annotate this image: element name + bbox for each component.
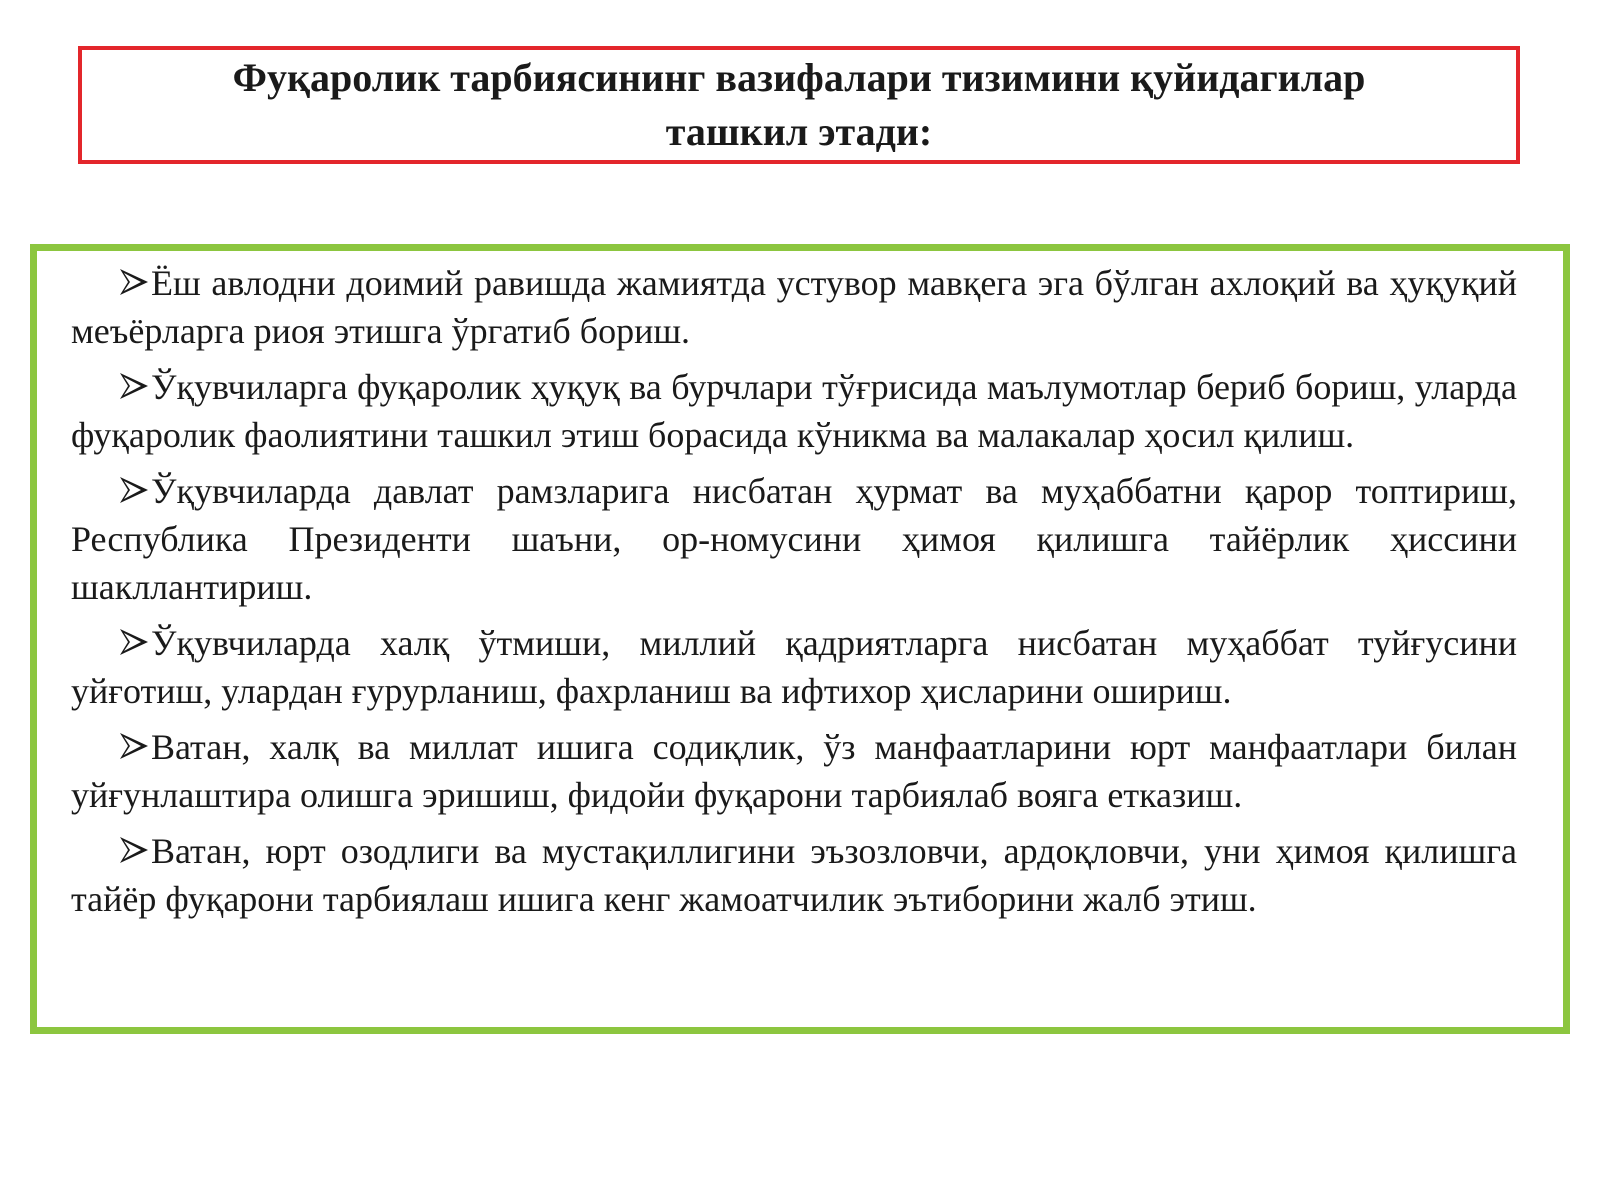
list-item (71, 827, 1517, 923)
content-frame (30, 244, 1570, 1034)
list-item-text: Ўқувчиларга фуқаролик ҳуқуқ ва бурчлари тўғрисида маълумотлар бериб бориш, уларда фуқаролик фаолиятини ташкил этиш борасида кўникма ва малакалар ҳосил қилиш. (71, 367, 1517, 455)
arrow-bullet-icon (119, 835, 149, 865)
list-item (71, 259, 1517, 355)
list-item-text: Ватан, халқ ва миллат ишига содиқлик, ўз манфаатларини юрт манфаатлари билан уйғунлаштира олишга эришиш, фидойи фуқарони тарбиялаб вояга етказиш. (71, 727, 1517, 815)
list-item (71, 363, 1517, 459)
list-item-text: Ёш авлодни доимий равишда жамиятда устувор мавқега эга бўлган ахлоқий ва ҳуқуқий меъёрларга риоя этишга ўргатиб бориш. (71, 263, 1517, 351)
list-item-text: Ўқувчиларда халқ ўтмиши, миллий қадриятларга нисбатан муҳаббат туйғусини уйғотиш, улардан ғурурланиш, фахрланиш ва ифтихор ҳисларини ошириш. (71, 623, 1517, 711)
title-frame (78, 46, 1520, 164)
list-item-text: Ватан, юрт озодлиги ва мустақиллигини эъзозловчи, ардоқловчи, уни ҳимоя қилишга тайёр фуқарони тарбиялаш ишига кенг жамоатчилик эътиборини жалб этиш. (71, 831, 1517, 919)
page-title: Фуқаролик тарбиясининг вазифалари тизимини қуйидагилар ташкил этади: (232, 55, 1366, 154)
list-item (71, 467, 1517, 611)
arrow-bullet-icon (119, 267, 149, 297)
list-item (71, 619, 1517, 715)
arrow-bullet-icon (119, 627, 149, 657)
arrow-bullet-icon (119, 371, 149, 401)
list-item (71, 723, 1517, 819)
list-item-text: Ўқувчиларда давлат рамзларига нисбатан ҳурмат ва муҳаббатни қарор топтириш, Республика Президенти шаъни, ор-номусини ҳимоя қилишга тайёрлик ҳиссини шакллантириш. (71, 471, 1517, 607)
arrow-bullet-icon (119, 475, 149, 505)
arrow-bullet-icon (119, 731, 149, 761)
